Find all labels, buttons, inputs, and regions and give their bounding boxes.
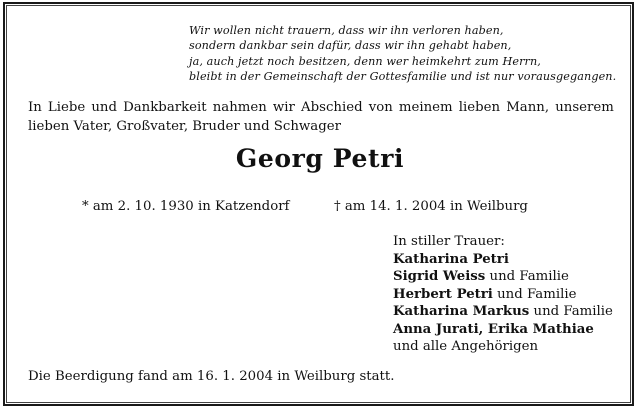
intro-word: Dankbarkeit: [123, 100, 207, 115]
intro-word: In: [28, 100, 42, 115]
intro-word: und: [91, 100, 117, 115]
intro-word: nahmen: [212, 100, 267, 115]
intro-word: Mann,: [506, 100, 550, 115]
mourner-entry: [393, 303, 613, 321]
poem-verse: [189, 23, 629, 85]
intro-word: unserem: [555, 100, 614, 115]
mourners-closing: und alle Angehörigen: [393, 339, 539, 354]
mourners-heading: In stiller Trauer:: [393, 234, 505, 249]
poem-line: ja, auch jetzt noch besitzen, denn wer heimkehrt zum Herrn,: [189, 54, 541, 68]
deceased-name: Georg Petri: [235, 144, 405, 173]
intro-word: Abschied: [301, 100, 363, 115]
intro-text: [28, 98, 618, 136]
poem-line: bleibt in der Gemeinschaft der Gottesfamilie und ist nur vorausgegangen.: [189, 70, 617, 84]
mourner-entry: [393, 251, 613, 269]
mourner-suffix: und Familie: [485, 269, 569, 284]
mourner-name: Katharina Markus: [393, 304, 530, 319]
intro-word: lieben: [458, 100, 501, 115]
mourner-suffix: und Familie: [529, 304, 613, 319]
intro-word: meinem: [398, 100, 453, 115]
intro-line-2: lieben Vater, Großvater, Bruder und Schwager: [28, 119, 341, 134]
mourner-suffix: und Familie: [492, 286, 577, 302]
intro-word: Liebe: [47, 100, 86, 115]
mourner-entry: [393, 268, 613, 286]
mourner-name: Sigrid Weiss: [393, 269, 486, 284]
mourner-entry: [393, 321, 613, 339]
mourner-name: Katharina Petri: [393, 251, 509, 267]
poem-line: sondern dankbar sein dafür, dass wir ihn gehabt haben,: [189, 39, 512, 53]
funeral-notice: Die Beerdigung fand am 16. 1. 2004 in Weilburg statt.: [28, 369, 395, 384]
birth-date: * am 2. 10. 1930 in Katzendorf: [82, 199, 290, 214]
mourner-name: Anna Jurati, Erika Mathiae: [393, 321, 594, 337]
poem-line: Wir wollen nicht trauern, dass wir ihn verloren haben,: [189, 24, 504, 37]
intro-line-1: [28, 98, 614, 117]
mourner-name: Herbert Petri: [393, 286, 493, 302]
mourner-entry: [393, 286, 613, 304]
mourners-list: [393, 233, 613, 356]
intro-word: wir: [272, 100, 295, 115]
death-date: † am 14. 1. 2004 in Weilburg: [334, 199, 528, 214]
intro-word: von: [368, 100, 393, 115]
